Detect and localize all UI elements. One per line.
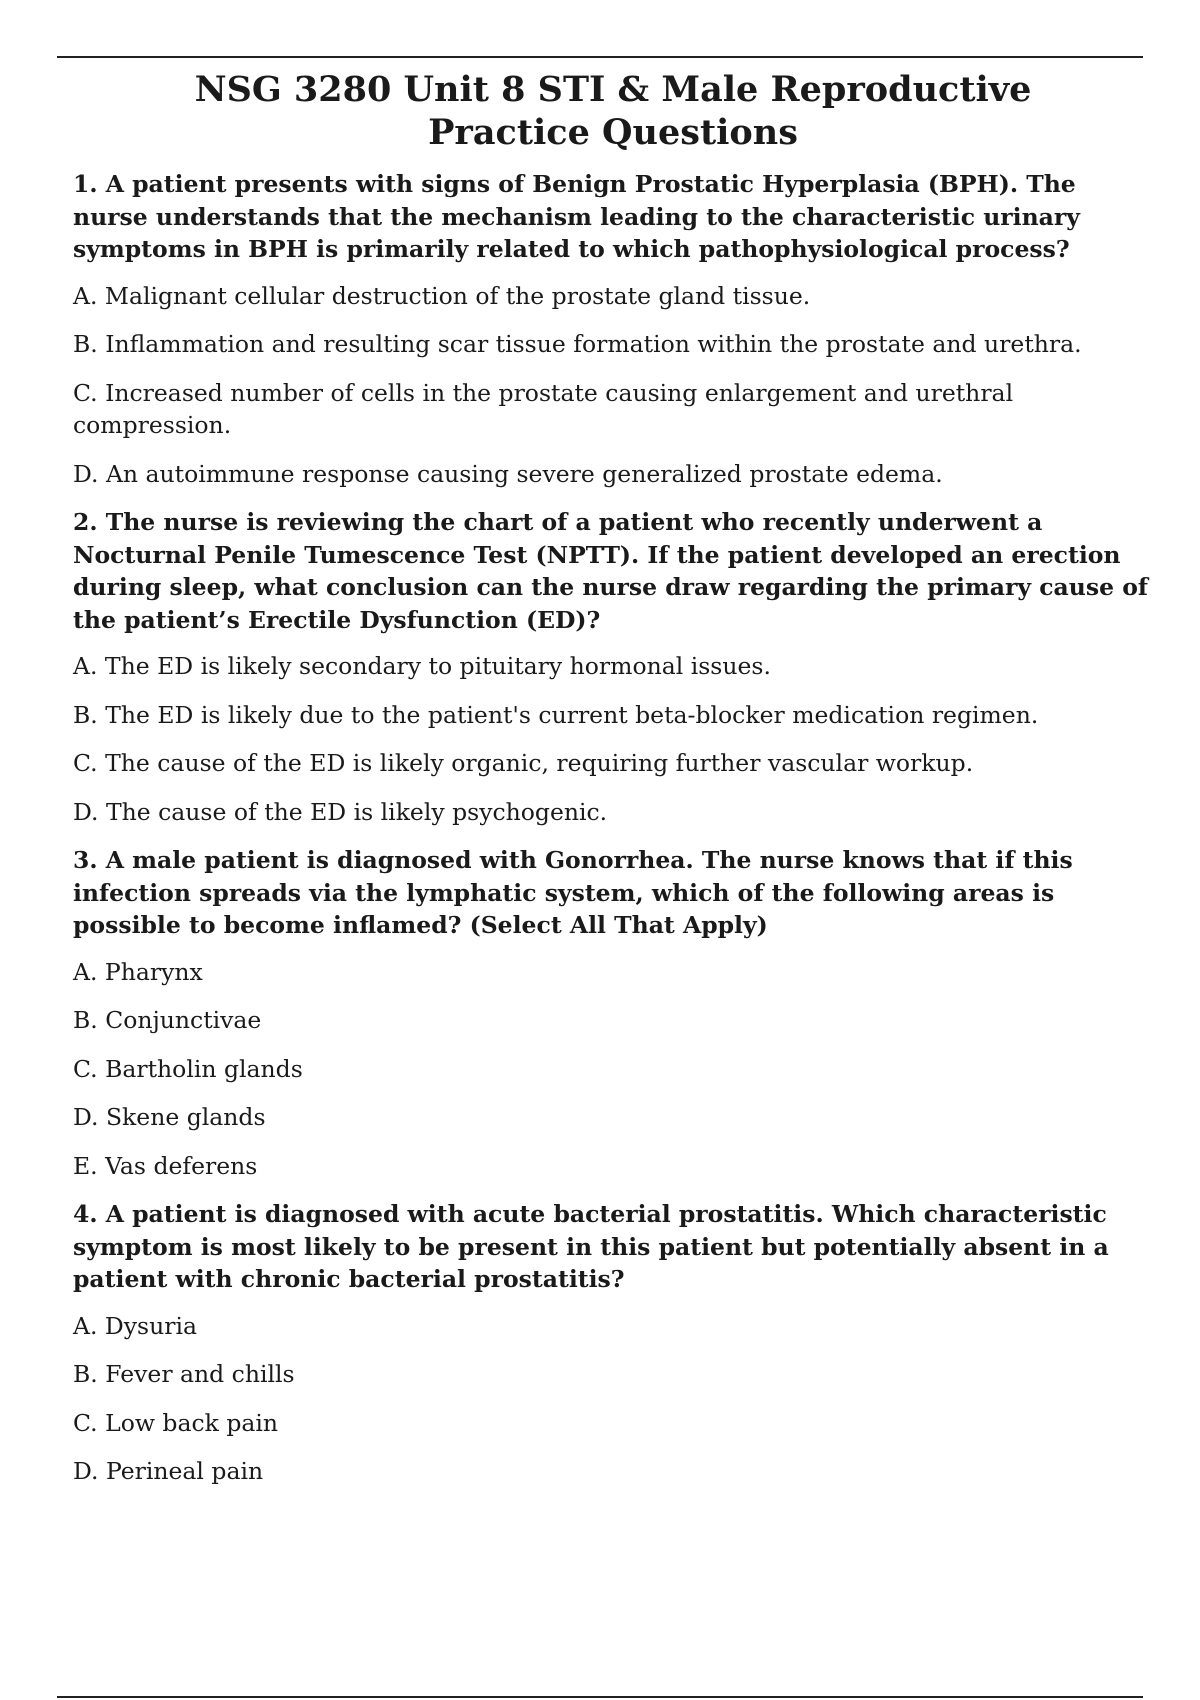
answer-option: A. Malignant cellular destruction of the prostate gland tissue. <box>73 281 811 310</box>
answer-option: C. Increased number of cells in the prostate causing enlargement and urethral compression. <box>73 378 1014 439</box>
question-block-4 <box>73 1198 1153 1488</box>
answer-option: E. Vas deferens <box>73 1151 258 1180</box>
answer-option: D. Skene glands <box>73 1103 266 1131</box>
answer-option: B. Inflammation and resulting scar tissue formation within the prostate and urethra. <box>73 330 1082 358</box>
question-stem: 1. A patient presents with signs of Benign Prostatic Hyperplasia (BPH). The nurse understands that the mechanism leading to the characteristic urinary symptoms in BPH is primarily related to which pathophysiological process? <box>73 170 1080 263</box>
question-stem: 4. A patient is diagnosed with acute bacterial prostatitis. Which characteristic symptom is most likely to be present in this patient but potentially absent in a patient with chronic bacterial prostatitis? <box>73 1200 1109 1293</box>
answer-option: C. Low back pain <box>73 1408 279 1437</box>
answer-option: B. Fever and chills <box>73 1360 295 1388</box>
question-block-3 <box>73 844 1153 1182</box>
page-title: NSG 3280 Unit 8 STI & Male Reproductive Practice Questions <box>194 69 1032 153</box>
answer-option: A. The ED is likely secondary to pituitary hormonal issues. <box>73 652 771 680</box>
answer-option: D. Perineal pain <box>73 1457 264 1485</box>
document-page <box>73 68 1153 1504</box>
answer-option: B. Conjunctivae <box>73 1006 262 1034</box>
top-rule <box>57 56 1143 58</box>
answer-option: D. The cause of the ED is likely psychogenic. <box>73 797 608 826</box>
answer-option: A. Pharynx <box>73 957 203 986</box>
question-block-2 <box>73 506 1153 828</box>
question-block-1 <box>73 168 1153 490</box>
answer-option: A. Dysuria <box>73 1311 197 1340</box>
answer-option: C. Bartholin glands <box>73 1054 303 1083</box>
bottom-rule <box>57 1696 1143 1698</box>
answer-option: B. The ED is likely due to the patient's current beta-blocker medication regimen. <box>73 700 1039 729</box>
question-stem: 2. The nurse is reviewing the chart of a patient who recently underwent a Nocturnal Penile Tumescence Test (NPTT). If the patient developed an erection during sleep, what conclusion can the nurse draw regarding the primary cause of the patient’s Erectile Dysfunction (ED)? <box>73 508 1149 634</box>
answer-option: D. An autoimmune response causing severe generalized prostate edema. <box>73 459 943 488</box>
answer-option: C. The cause of the ED is likely organic, requiring further vascular workup. <box>73 749 974 777</box>
question-stem: 3. A male patient is diagnosed with Gonorrhea. The nurse knows that if this infection spreads via the lymphatic system, which of the following areas is possible to become inflamed? (Select All That Apply) <box>73 846 1073 939</box>
